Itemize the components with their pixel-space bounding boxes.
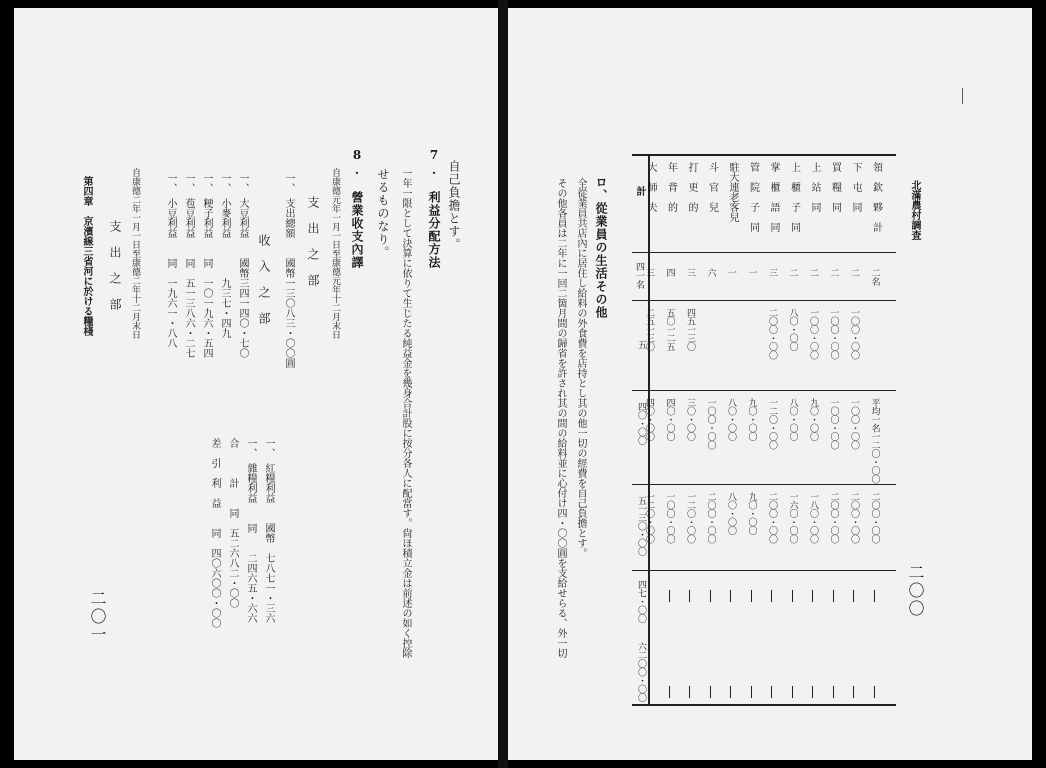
row-c3: 四〇・〇〇 xyxy=(664,398,675,441)
total-c3: 四〇・〇〇 xyxy=(636,402,646,445)
row-c6 xyxy=(710,686,711,698)
table-rule xyxy=(632,570,896,571)
row-c4: 一二〇・〇〇 xyxy=(644,492,654,543)
table-rule xyxy=(632,390,896,391)
row-c5 xyxy=(751,590,752,602)
row-c2: 五〇一二五 xyxy=(664,308,675,351)
row-c4: 一二〇・〇〇 xyxy=(685,492,695,543)
row-c3: 平均一名一二〇・〇〇 xyxy=(869,398,880,483)
ledger-line: 差 引 利 益 同 四〇六〇〇・〇〇 xyxy=(209,438,220,628)
row-label: 駐大連老客兒 xyxy=(727,162,738,222)
ledger-line: 一、 紅糧利益 國幣 七八七一・三六 xyxy=(263,438,274,623)
row-c4: 八〇・〇〇 xyxy=(726,492,736,535)
ledger-line: 合 計 同 五二六八二・〇〇 xyxy=(227,438,238,608)
row-count: 二 xyxy=(787,268,798,277)
row-c5 xyxy=(669,590,670,602)
row-c4: 二〇〇・〇〇 xyxy=(869,492,880,543)
row-c5 xyxy=(648,590,649,602)
chapter-footer: 第四章 京濱線三省河に於ける糧棧 xyxy=(81,176,92,336)
row-c5 xyxy=(792,590,793,602)
row-c5 xyxy=(710,590,711,602)
body-line: その他各員は二年に一回二箇月間の歸省を許され其の間の給料並に心付け四・〇〇圓を支給せらる、外一切 xyxy=(555,178,566,658)
row-c5 xyxy=(771,590,772,602)
row-count: 二 xyxy=(828,268,839,277)
row-c6 xyxy=(833,686,834,698)
row-c5 xyxy=(730,590,731,602)
section-heading: ロ、從業員の生活その他 xyxy=(594,176,608,319)
page-number: 二〇一 xyxy=(88,590,107,644)
row-c6 xyxy=(689,686,690,698)
row-c6 xyxy=(771,686,772,698)
row-c6 xyxy=(648,686,649,698)
row-c3: 四〇・〇〇 xyxy=(644,398,654,441)
row-c6 xyxy=(792,686,793,698)
row-c2: 四五一三〇 xyxy=(685,308,695,351)
row-label: 上 櫃 子 同 xyxy=(788,162,800,232)
row-label: 斗 官 兒 xyxy=(706,162,718,212)
table-rule-bottom xyxy=(632,704,896,706)
row-count: 三 xyxy=(767,268,777,277)
page-number: 二〇〇 xyxy=(906,564,925,618)
total-c4: 五一三〇・〇〇 xyxy=(636,496,646,556)
row-label: 掌 櫃 語 同 xyxy=(768,162,779,232)
total-c2: 五 xyxy=(636,340,646,349)
row-label: 買 糧 同 xyxy=(829,162,841,212)
row-c2: 二〇〇・〇〇 xyxy=(767,308,777,359)
row-label: 打 更 的 xyxy=(686,162,697,212)
body-line: 全從業員共店內に居住し給料の外食費を店持とし其の他一切の經費を自己負擔とす。 xyxy=(575,178,586,558)
row-c4: 二〇〇・〇〇 xyxy=(767,492,777,543)
row-label: 上 站 同 xyxy=(809,162,820,212)
row-count: 四 xyxy=(664,268,675,277)
text-line: 自己負擔とす。 xyxy=(447,160,461,251)
table-rule xyxy=(632,300,896,301)
row-c4: 九〇・〇〇 xyxy=(746,492,757,535)
total-count: 四一名 xyxy=(634,262,644,289)
row-c4: 二〇〇・〇〇 xyxy=(828,492,839,543)
row-c3: 八〇・〇〇 xyxy=(787,398,798,441)
ledger-line: 一、 支出總額 國幣一三〇八三・〇〇圓 xyxy=(283,173,294,368)
total-c5: 四七・〇〇 xyxy=(636,580,646,623)
date-range: 自康德二年一月一日至康德二年十二月末日 xyxy=(130,168,140,339)
section-heading: 8. 營業收支內譯 xyxy=(350,148,364,269)
row-c3: 一〇〇・〇〇 xyxy=(705,398,716,449)
row-label: 大 師 夫 xyxy=(645,162,656,212)
row-c4: 一八〇・〇〇 xyxy=(808,492,818,543)
row-count: 二 xyxy=(849,268,859,277)
section-heading: 7. 利益分配方法 xyxy=(427,148,441,269)
right-page xyxy=(508,8,1032,760)
row-c4: 二〇〇・〇〇 xyxy=(849,492,859,543)
ledger-line: 一、 雜糧利益 同 二四六五・六六 xyxy=(245,438,256,623)
row-c5 xyxy=(874,590,875,602)
ledger-line: 一、 粳子利益 同 一〇一九六・五四 xyxy=(201,173,212,358)
text-line: せるものなり。 xyxy=(376,168,390,259)
ledger-line: 一、 小豆利益 同 一九六一・八八 xyxy=(165,173,176,348)
row-c3: 一〇〇・〇〇 xyxy=(849,398,859,449)
scan-mark xyxy=(962,88,963,104)
row-c3: 三〇・〇〇 xyxy=(685,398,695,441)
total-label: 計 xyxy=(634,186,645,196)
row-c6 xyxy=(812,686,813,698)
row-label: 下 屯 同 xyxy=(850,162,861,212)
subheading: 收 入 之 部 xyxy=(257,234,271,325)
total-c6: 六二〇〇・〇〇 xyxy=(636,642,646,702)
ledger-line: 一、 苞豆利益 同 五一三八六・二七 xyxy=(183,173,194,358)
row-count: 六 xyxy=(705,268,716,277)
row-c3: 九〇・〇〇 xyxy=(808,398,818,441)
row-c4: 一六〇・〇〇 xyxy=(787,492,798,543)
left-page xyxy=(14,8,498,760)
row-c6 xyxy=(751,686,752,698)
row-c3: 一〇〇・〇〇 xyxy=(828,398,839,449)
row-c2: 八〇・〇〇 xyxy=(787,308,798,351)
book-gutter xyxy=(498,0,508,768)
row-count: 一 xyxy=(746,268,757,277)
row-count: 一 xyxy=(726,268,736,277)
table-rule-top xyxy=(632,154,896,156)
row-count: 三 xyxy=(644,268,654,277)
row-c5 xyxy=(853,590,854,602)
row-c5 xyxy=(833,590,834,602)
row-c6 xyxy=(874,686,875,698)
staff-table xyxy=(632,154,896,706)
subheading: 支 出 之 部 xyxy=(108,220,122,311)
row-c3: 一二〇・〇〇 xyxy=(767,398,777,449)
row-c5 xyxy=(689,590,690,602)
row-c2: 一〇〇・〇〇 xyxy=(808,308,818,359)
row-c6 xyxy=(730,686,731,698)
row-c3: 八〇・〇〇 xyxy=(726,398,736,441)
row-c5 xyxy=(812,590,813,602)
row-label: 領 欽 夥 計 xyxy=(870,162,882,232)
row-label: 管 院 子 同 xyxy=(747,162,759,232)
date-range: 自康德元年一月一日至康德元年十二月末日 xyxy=(330,168,340,339)
row-c3: 九〇・〇〇 xyxy=(746,398,757,441)
ledger-line: 一、 大豆利益 國幣三四一四〇・七〇 xyxy=(237,173,248,358)
table-rule xyxy=(632,252,896,253)
row-c2: 一〇〇・〇〇 xyxy=(828,308,839,359)
table-rule xyxy=(632,484,896,485)
row-label: 年 背 的 xyxy=(665,162,677,212)
text-line: 一年一限として決算に依りて生じたる純益金を幾身合計股に按分各人に配當す。尙ほ積立金は前述の如く控除 xyxy=(400,168,411,658)
running-header: 北滿農村調査 xyxy=(909,180,920,240)
row-count: 二名 xyxy=(869,268,880,286)
row-c2: 二五一三〇 xyxy=(644,308,654,351)
row-count: 二 xyxy=(808,268,818,277)
subheading: 支 出 之 部 xyxy=(306,196,320,287)
row-c4: 二〇〇・〇〇 xyxy=(705,492,716,543)
row-c4: 一〇〇・〇〇 xyxy=(664,492,675,543)
ledger-line: 一、 小麥利益 九三七・四九 xyxy=(219,173,230,338)
row-c6 xyxy=(669,686,670,698)
row-count: 三 xyxy=(685,268,695,277)
row-c2: 一〇〇・〇〇 xyxy=(849,308,859,359)
row-c6 xyxy=(853,686,854,698)
